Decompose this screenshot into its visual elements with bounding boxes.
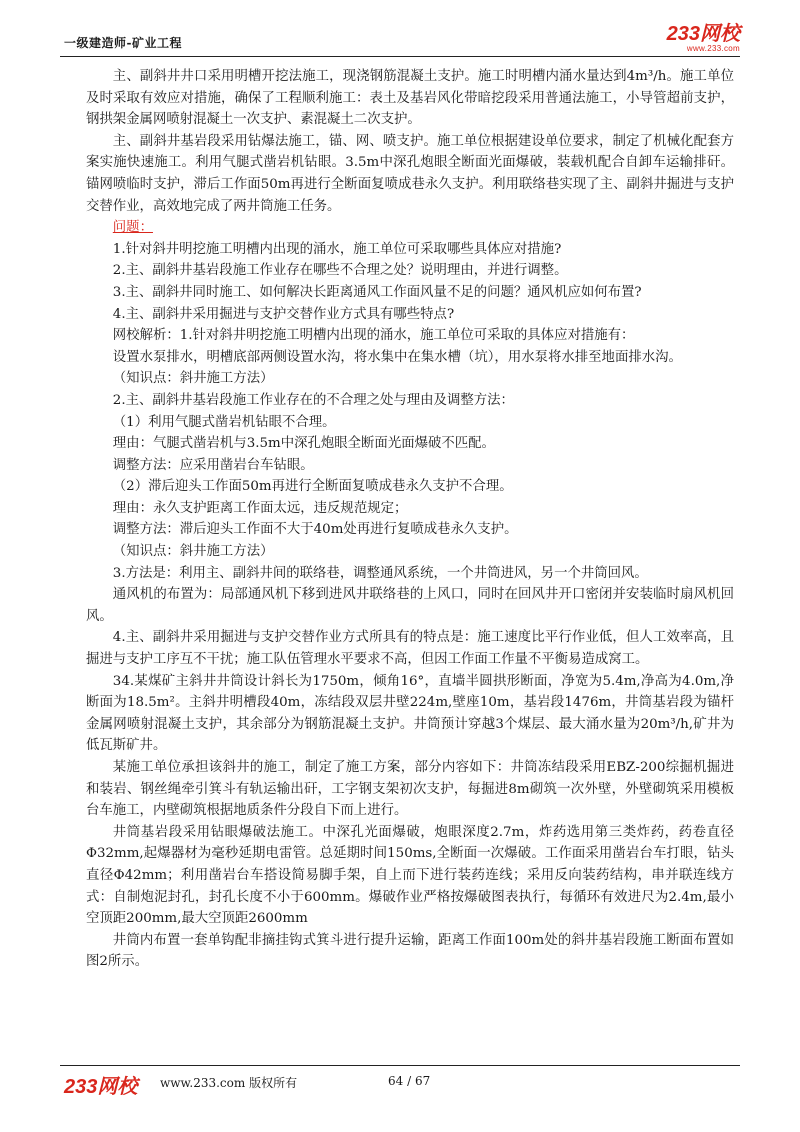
answer-paragraph: 调整方法：滞后迎头工作面不大于40m处再进行复喷成巷永久支护。 [112, 522, 518, 538]
page-number: 64 / 67 [388, 1074, 431, 1088]
case-paragraph: 井筒基岩段采用钻眼爆破法施工。中深孔光面爆破，炮眼深度2.7m，炸药选用第三类炸药，药卷直径Φ32mm,起爆器材为毫秒延期电雷管。总延期时间150ms,全断面一次爆破。工作面采用凿岩台车打眼，钻头直径Φ42mm；利用凿岩台车搭设简易脚手架，自上而下进行装药连线；采用反向装药结构，串并联连线方式：自制炮泥封孔，封孔长度不小于600mm。爆破作业严格按爆破图表执行，每循环有效进尺为2.4m,最小空顶距200mm,最大空顶距2600mm [86, 824, 734, 927]
knowledge-point: （知识点：斜井施工方法） [112, 544, 274, 560]
case-paragraph: 井筒内布置一套单钩配非摘挂钩式箕斗进行提升运输，距离工作面100m处的斜井基岩段施工断面布置如图2所示。 [86, 932, 734, 970]
question-item: 2.主、副斜井基岩段施工作业存在哪些不合理之处？说明理由，并进行调整。 [112, 263, 568, 279]
knowledge-point: （知识点：斜井施工方法） [112, 371, 274, 387]
answer-paragraph: 设置水泵排水，明槽底部两侧设置水沟，将水集中在集水槽（坑），用水泵将水排至地面排水沟。 [112, 349, 682, 365]
document-body [86, 66, 734, 973]
answer-paragraph: 4.主、副斜井采用掘进与支护交替作业方式所具有的特点是：施工速度比平行作业低，但人工效率高，且掘进与支护工序互不干扰；施工队伍管理水平要求不高，但因工作面工作量不平衡易造成窝工。 [86, 630, 734, 668]
question-heading-text: 问题： [112, 220, 153, 236]
question-item: 3.主、副斜井同时施工、如何解决长距离通风工作面风量不足的问题？通风机应如何布置? [112, 284, 642, 300]
answer-paragraph: （1）利用气腿式凿岩机钻眼不合理。 [112, 414, 336, 430]
paragraph: 主、副斜井基岩段采用钻爆法施工，锚、网、喷支护。施工单位根据建设单位要求，制定了机械化配套方案实施快速施工。利用气腿式凿岩机钻眼。3.5m中深孔炮眼全断面光面爆破，装载机配合自卸车运输排矸。锚网喷临时支护，滞后工作面50m再进行全断面复喷成巷永久支护。利用联络巷实现了主、副斜井掘进与支护交替作业，高效地完成了两井筒施工任务。 [86, 133, 734, 214]
answer-paragraph: （2）滞后迎头工作面50m再进行全断面复喷成巷永久支护不合理。 [112, 479, 513, 495]
question-item: 4.主、副斜井采用掘进与支护交替作业方式具有哪些特点? [112, 306, 455, 322]
answer-intro: 网校解析：1.针对斜井明挖施工明槽内出现的涌水，施工单位可采取的具体应对措施有： [112, 328, 635, 344]
answer-paragraph: 理由：永久支护距离工作面太远，违反规范规定； [112, 500, 408, 516]
answer-paragraph: 2.主、副斜井基岩段施工作业存在的不合理之处与理由及调整方法： [112, 392, 514, 408]
header-divider [60, 56, 740, 57]
footer-logo: 233网校 [64, 1076, 138, 1098]
answer-paragraph: 调整方法：应采用凿岩台车钻眼。 [112, 457, 314, 473]
question-heading [86, 217, 734, 239]
header-logo-text: 233网校 [666, 23, 740, 45]
header-title: 一级建造师-矿业工程 [64, 36, 182, 50]
page-footer [60, 1062, 740, 1098]
answer-paragraph: 理由：气腿式凿岩机与3.5m中深孔炮眼全断面光面爆破不匹配。 [112, 436, 495, 452]
case-paragraph: 某施工单位承担该斜井的施工，制定了施工方案，部分内容如下：井筒冻结段采用EBZ-200综掘机掘进和装岩、钢丝绳牵引箕斗有轨运输出矸，工字钢支架初次支护，每掘进8m砌筑一次外壁，外壁砌筑采用模板台车施工，内壁砌筑根据地质条件分段自下而上进行。 [86, 760, 734, 819]
footer-copyright: www.233.com 版权所有 [160, 1076, 298, 1090]
case-paragraph: 34.某煤矿主斜井井筒设计斜长为1750m，倾角16°，直墙半圆拱形断面，净宽为5.4m,净高为4.0m,净断面为18.5m²。主斜井明槽段40m，冻结段双层井壁224m,壁座10m，基岩段1476m，井筒基岩段为锚杆金属网喷射混凝土支护，其余部分为钢筋混凝土支护。井筒预计穿越3个煤层、最大涌水量为20m³/h,矿井为低瓦斯矿井。 [86, 673, 734, 754]
header-logo-url: www.233.com [686, 44, 740, 53]
answer-paragraph: 3.方法是：利用主、副斜井间的联络巷，调整通风系统，一个井筒进风，另一个井筒回风。 [112, 565, 648, 581]
paragraph: 主、副斜井井口采用明槽开挖法施工，现浇钢筋混凝土支护。施工时明槽内涌水量达到4m³/h。施工单位及时采取有效应对措施，确保了工程顺利施工：表土及基岩风化带暗挖段采用普通法施工，小导管超前支护，钢拱架金属网喷射混凝土一次支护、素混凝土二次支护。 [86, 69, 734, 128]
answer-paragraph: 通风机的布置为：局部通风机下移到进风井联络巷的上风口，同时在回风井开口密闭并安装临时扇风机回风。 [86, 587, 734, 624]
question-item: 1.针对斜井明挖施工明槽内出现的涌水，施工单位可采取哪些具体应对措施? [112, 241, 562, 257]
page-header [60, 22, 740, 56]
header-logo [667, 24, 740, 53]
